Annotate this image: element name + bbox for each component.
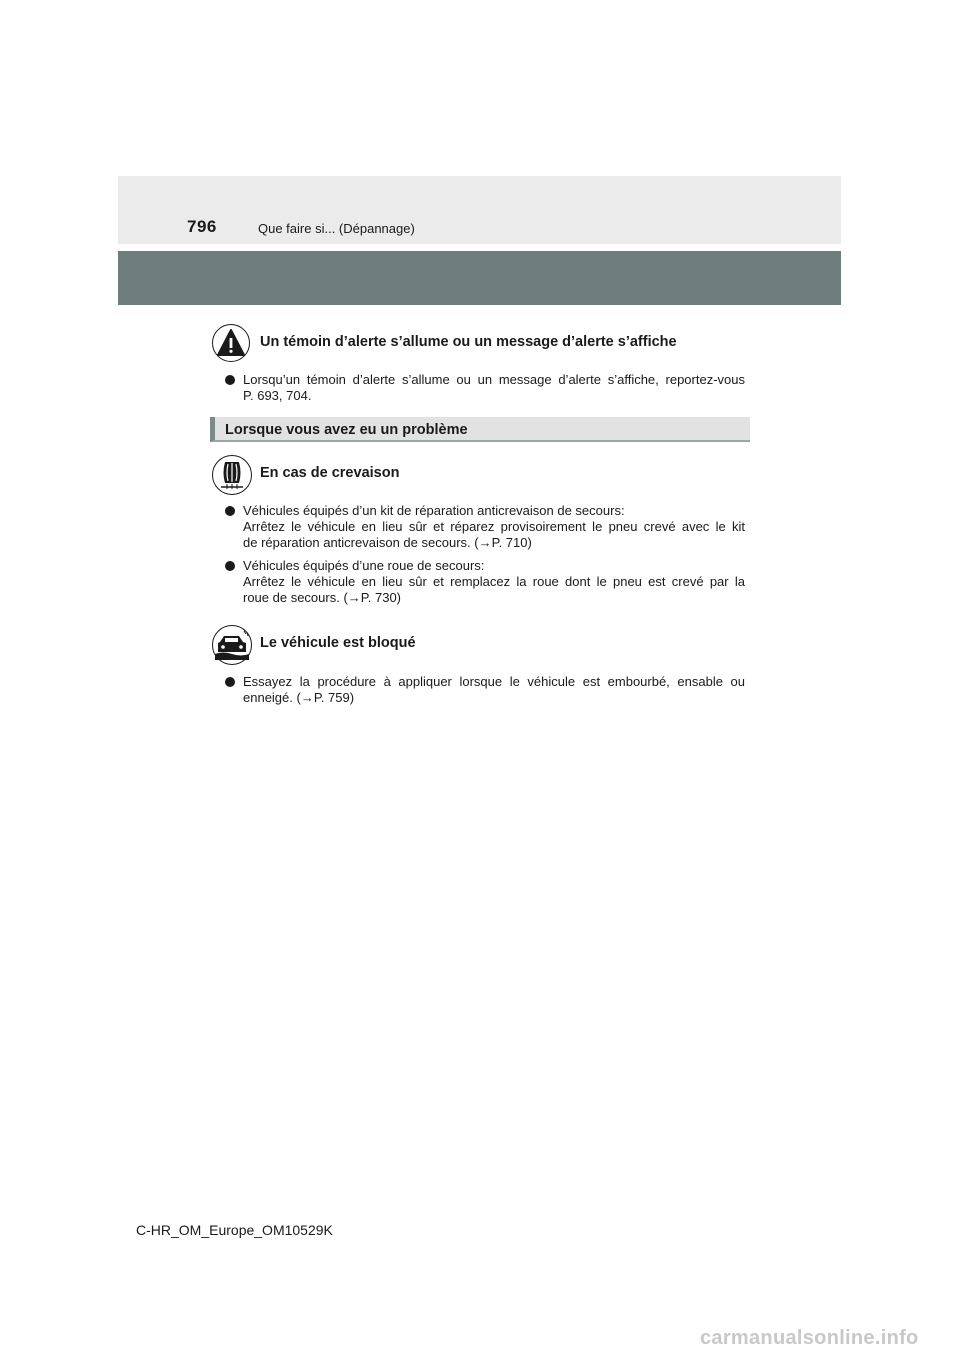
stuck-item-text bbox=[243, 674, 745, 706]
text-line: de réparation anticrevaison de secours. (→P. 710) bbox=[243, 535, 532, 550]
flat-tire-item-title: En cas de crevaison bbox=[260, 465, 400, 481]
section-title: Que faire si... (Dépannage) bbox=[258, 221, 415, 236]
page-header bbox=[118, 176, 841, 244]
stuck-vehicle-icon bbox=[212, 625, 252, 665]
text-line: Véhicules équipés d’un kit de réparation anticrevaison de secours: bbox=[243, 503, 625, 518]
repair-kit-text bbox=[243, 503, 745, 551]
watermark: carmanualsonline.info bbox=[700, 1327, 919, 1349]
problem-section-heading bbox=[210, 417, 750, 442]
document-code: C-HR_OM_Europe_OM10529K bbox=[136, 1222, 333, 1238]
problem-section-title: Lorsque vous avez eu un problème bbox=[225, 422, 468, 438]
bullet-marker bbox=[225, 561, 235, 571]
bullet-marker bbox=[225, 375, 235, 385]
text-line: enneigé. (→P. 759) bbox=[243, 690, 355, 705]
text-line: roue de secours. (→P. 730) bbox=[243, 590, 402, 605]
text-line: Arrêtez le véhicule en lieu sûr et réparez provisoirement le pneu crevé avec le kit bbox=[243, 519, 745, 534]
warning-item-text bbox=[243, 372, 745, 404]
stuck-item-title: Le véhicule est bloqué bbox=[260, 635, 416, 651]
chapter-band bbox=[118, 251, 841, 305]
warning-item-title: Un témoin d’alerte s’allume ou un message d’alerte s’affiche bbox=[260, 334, 677, 350]
page-number: 796 bbox=[187, 217, 217, 236]
text-line: P. 693, 704. bbox=[243, 388, 312, 403]
bullet-marker bbox=[225, 506, 235, 516]
spare-wheel-text bbox=[243, 558, 745, 606]
text-line: Lorsqu’un témoin d’alerte s’allume ou un message d’alerte s’affiche, reportez-vous bbox=[243, 372, 745, 387]
text-line: Essayez la procédure à appliquer lorsque le véhicule est embourbé, ensable ou bbox=[243, 674, 745, 689]
text-line: Arrêtez le véhicule en lieu sûr et remplacez la roue dont le pneu est crevé par la bbox=[243, 574, 745, 589]
flat-tire-icon bbox=[212, 455, 252, 495]
text-line: Véhicules équipés d’une roue de secours: bbox=[243, 558, 485, 573]
warning-triangle-icon bbox=[212, 324, 250, 362]
bullet-marker bbox=[225, 677, 235, 687]
